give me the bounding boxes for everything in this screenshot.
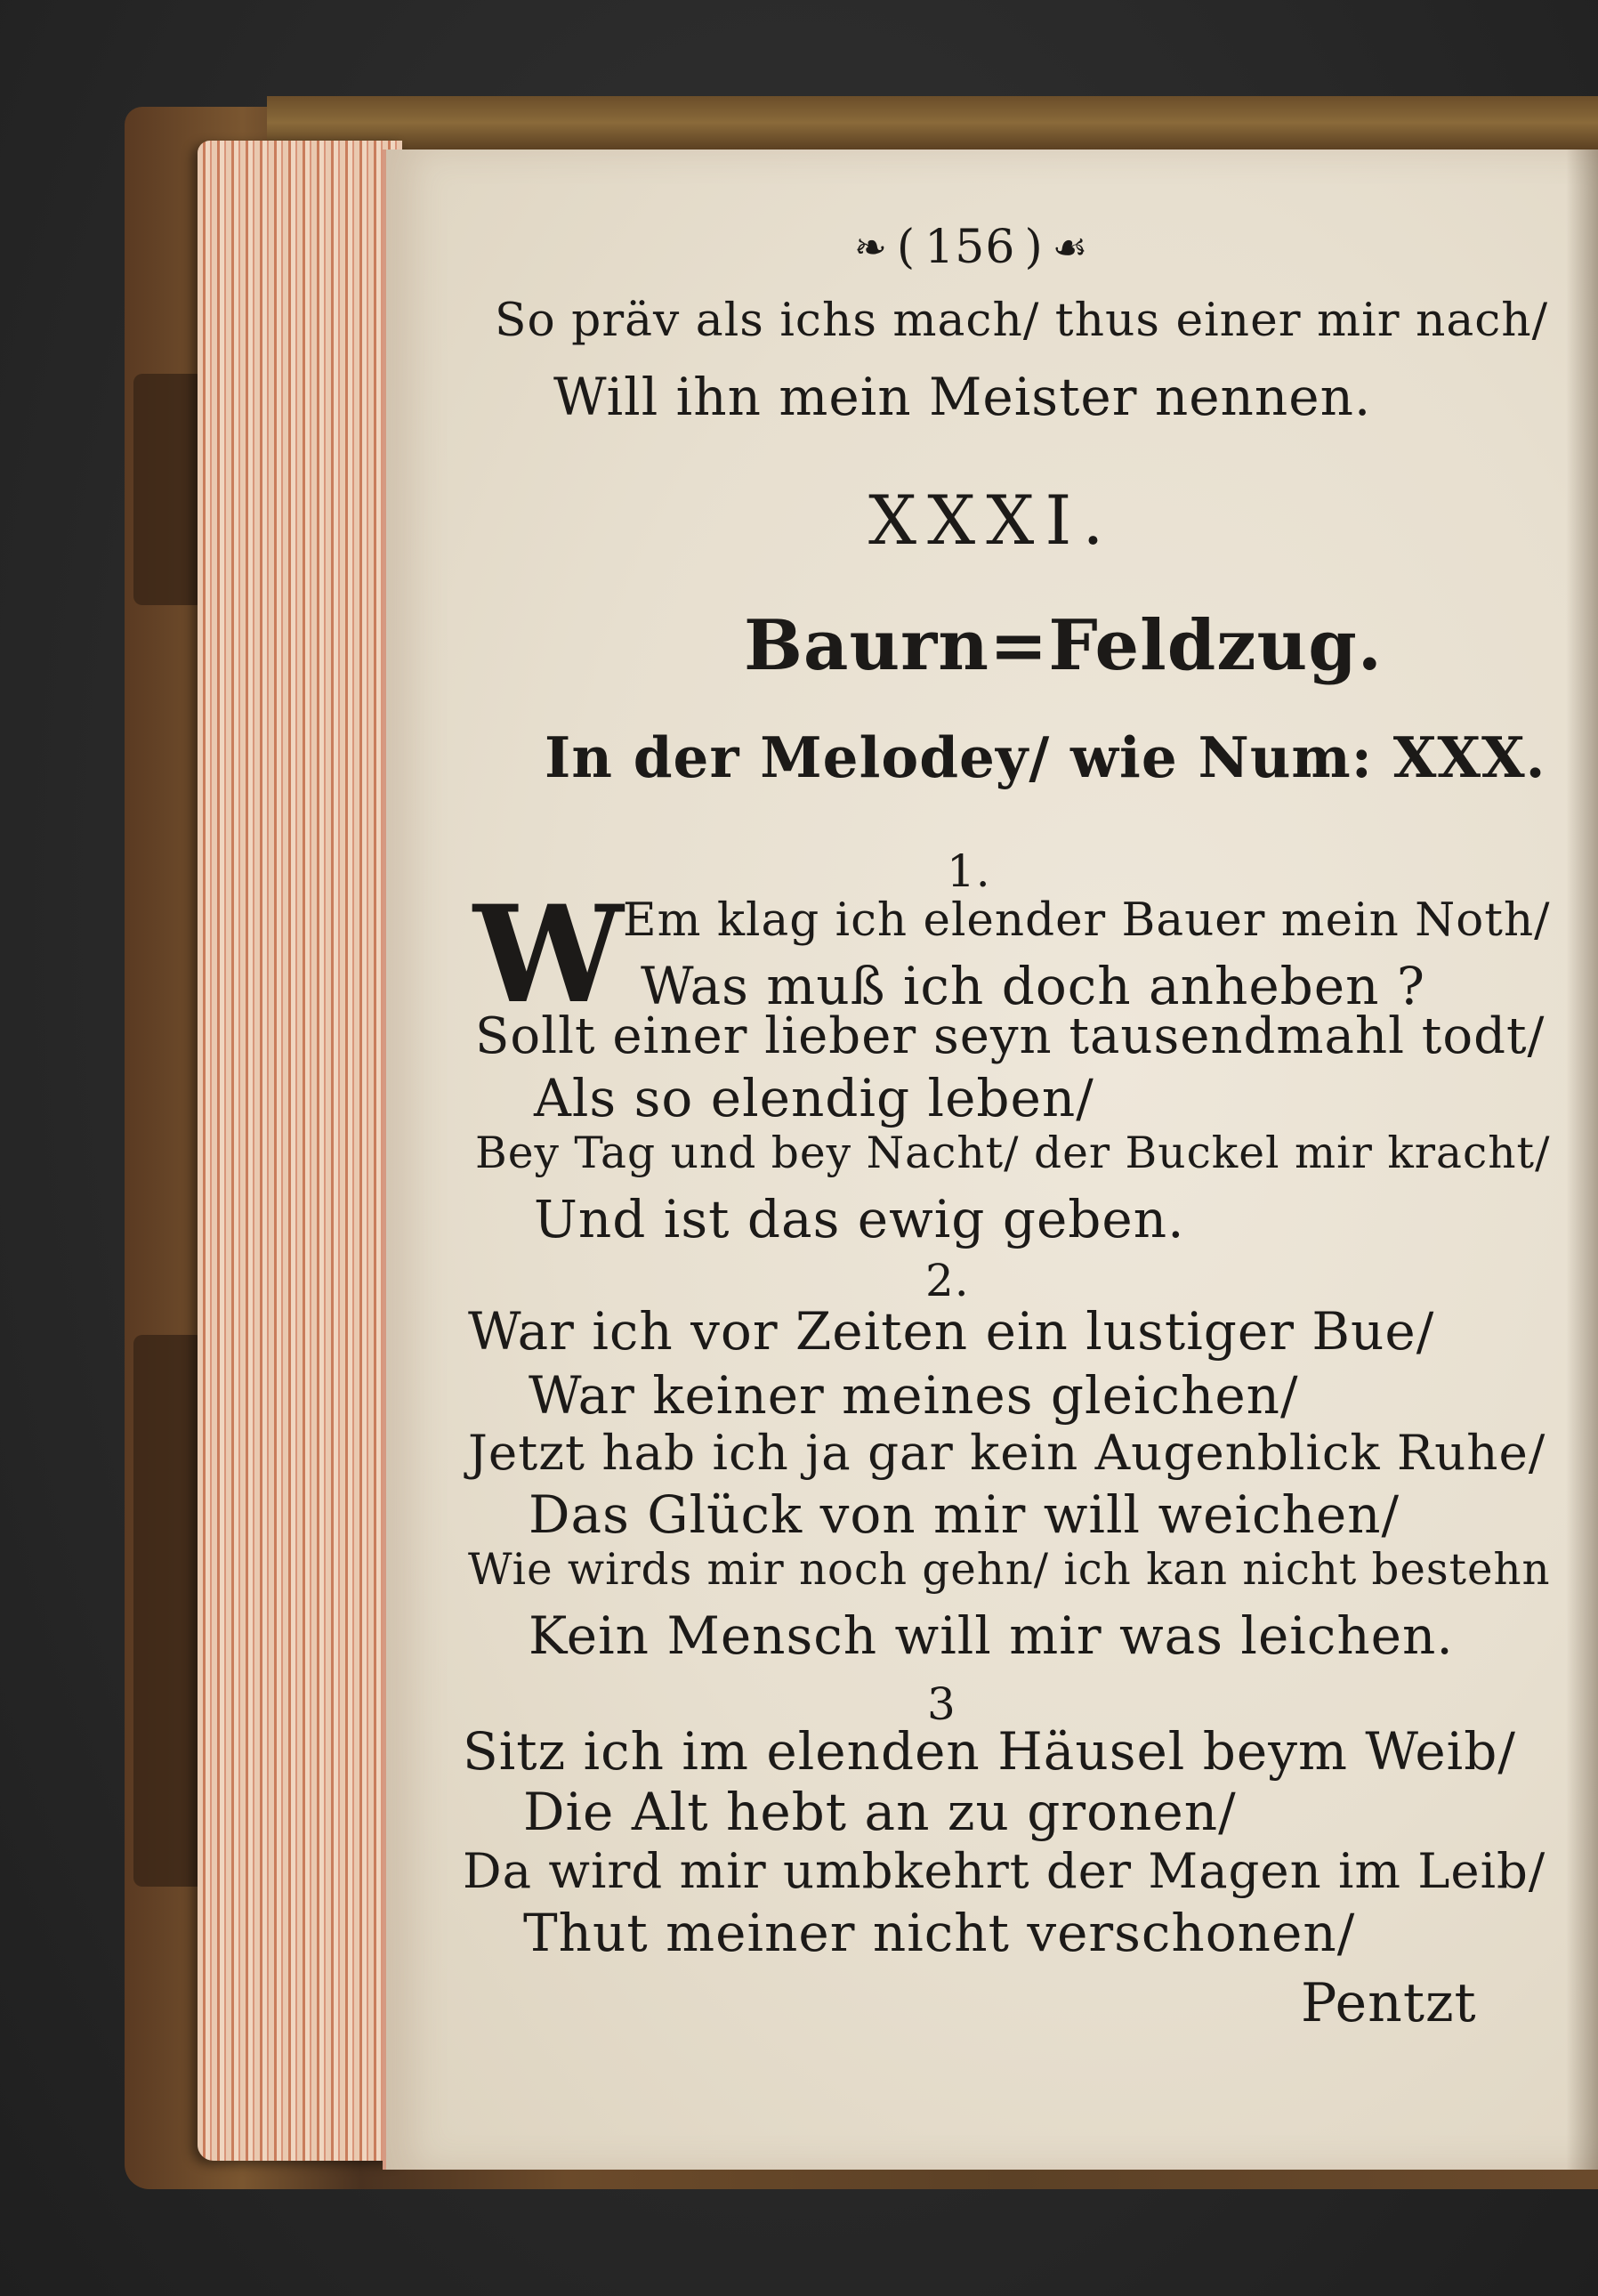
stanza-number: 2. <box>925 1255 970 1306</box>
cover-wear-mark <box>133 1335 205 1887</box>
verse-line: Kein Mensch will mir was leichen. <box>529 1605 1454 1666</box>
book-cover-top-edge <box>267 96 1598 150</box>
page-block-edges <box>198 141 402 2161</box>
verse-line: Thut meiner nicht verschonen/ <box>523 1903 1356 1963</box>
drop-cap: W <box>473 877 624 1033</box>
stanza-number: 1. <box>947 845 991 897</box>
verse-line: Was muß ich doch anheben ? <box>641 956 1425 1016</box>
verse-line: Als so elendig leben/ <box>534 1068 1094 1128</box>
page-number: 156 <box>924 221 1016 274</box>
song-number: XXXI. <box>868 481 1115 560</box>
verse-line: Will ihn mein Meister nennen. <box>553 367 1372 427</box>
catchword: Pentzt <box>1301 1972 1477 2034</box>
verse-line: Sitz ich im elenden Häusel beym Weib/ <box>463 1721 1516 1782</box>
verse-line: War keiner meines gleichen/ <box>529 1365 1299 1426</box>
verse-line: Das Glück von mir will weichen/ <box>529 1484 1400 1545</box>
header-ornament-right: ☙ <box>1052 224 1089 271</box>
verse-line: So präv als ichs mach/ thus einer mir nach/ <box>495 294 1549 347</box>
verse-line: Die Alt hebt an zu gronen/ <box>523 1782 1237 1842</box>
page-gutter-shadow <box>1566 150 1598 2170</box>
verse-line: Sollt einer lieber seyn tausendmahl todt/ <box>475 1007 1546 1065</box>
verse-line: Wie wirds mir noch gehn/ ich kan nicht bestehn <box>468 1545 1551 1595</box>
verse-line: Jetzt hab ich ja gar kein Augenblick Ruhe/ <box>468 1424 1546 1481</box>
verse-line: Da wird mir umbkehrt der Magen im Leib/ <box>463 1842 1546 1899</box>
verse-line: Und ist das ewig geben. <box>534 1189 1185 1249</box>
verse-line: War ich vor Zeiten ein lustiger Bue/ <box>468 1301 1435 1362</box>
cover-wear-mark <box>133 374 205 605</box>
header-ornament-left: ❧ <box>854 224 888 271</box>
stanza-number: 3 <box>927 1678 956 1730</box>
verse-line: Em klag ich elender Bauer mein Noth/ <box>623 893 1551 947</box>
melody-note: In der Melodey/ wie Num: XXX. <box>545 724 1546 790</box>
page-header: ❧ ( 156 ) ☙ <box>854 221 1089 274</box>
verse-line: Bey Tag und bey Nacht/ der Buckel mir kracht/ <box>475 1128 1551 1178</box>
song-title: Baurn=Feldzug. <box>744 605 1383 686</box>
